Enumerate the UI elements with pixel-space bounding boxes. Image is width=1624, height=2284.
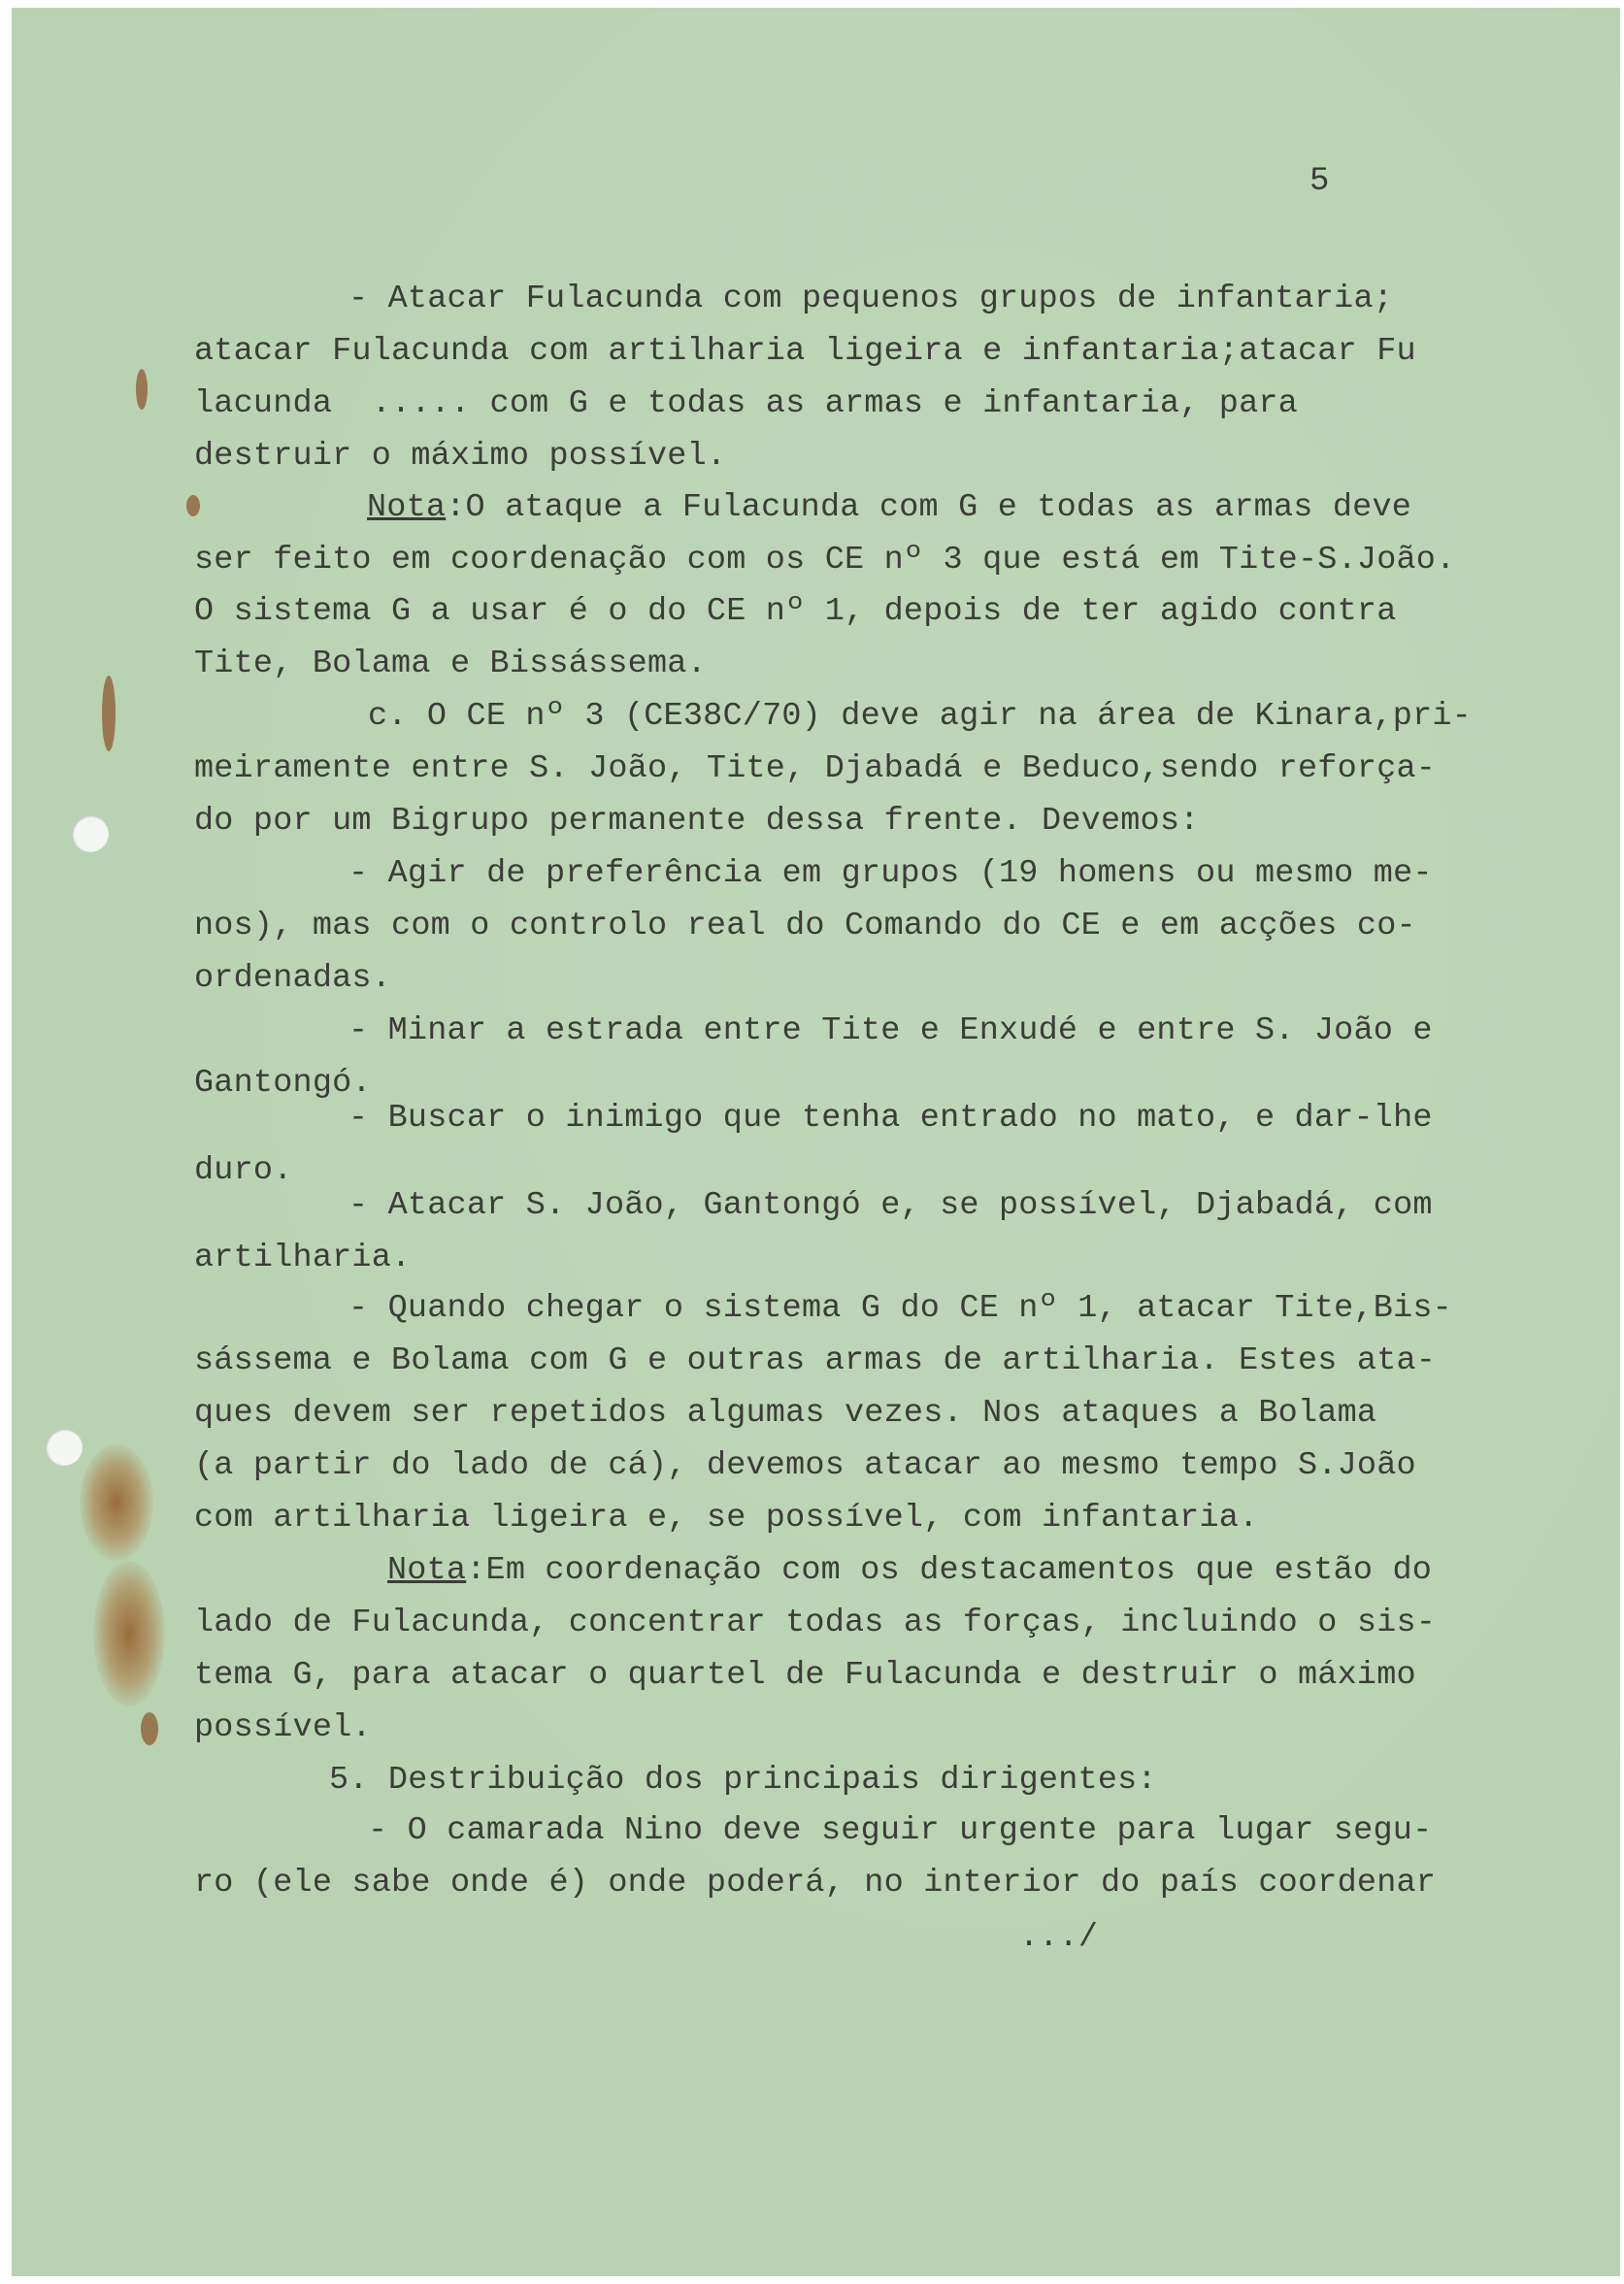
text-line: O sistema G a usar é o do CE nº 1, depois de ter agido contra <box>194 593 1397 630</box>
text-line: sássema e Bolama com G e outras armas de artilharia. Estes ata- <box>194 1342 1437 1379</box>
text-line: c. O CE nº 3 (CE38C/70) deve agir na área de Kinara,pri- <box>368 698 1472 735</box>
continuation-mark: .../ <box>1019 1919 1099 1956</box>
text-line: Gantongó. <box>194 1065 372 1102</box>
text-line: do por um Bigrupo permanente dessa frente. Devemos: <box>194 803 1200 840</box>
rust-stain <box>141 1712 158 1745</box>
nota-label: Nota <box>387 1552 467 1589</box>
text-line: possível. <box>194 1709 372 1746</box>
text-line: Tite, Bolama e Bissássema. <box>194 645 707 682</box>
text-line: - Buscar o inimigo que tenha entrado no mato, e dar-lhe <box>348 1100 1433 1137</box>
text-line: destruir o máximo possível. <box>194 438 727 475</box>
nota-text: :Em coordenação com os destacamentos que estão do <box>466 1552 1433 1589</box>
text-line: ques devem ser repetidos algumas vezes. Nos ataques a Bolama <box>194 1395 1377 1432</box>
text-line: ser feito em coordenação com os CE nº 3 que está em Tite-S.João. <box>194 542 1456 579</box>
text-line <box>387 1552 1433 1589</box>
rust-stain <box>93 1561 165 1706</box>
page-number: 5 <box>1309 163 1330 200</box>
rust-stain <box>80 1444 153 1561</box>
text-line: - Atacar Fulacunda com pequenos grupos de infantaria; <box>348 281 1394 317</box>
text-line: - Atacar S. João, Gantongó e, se possível, Djabadá, com <box>348 1187 1433 1224</box>
text-line: ro (ele sabe onde é) onde poderá, no interior do país coordenar <box>194 1865 1437 1902</box>
section-heading: 5. Destribuição dos principais dirigentes: <box>329 1762 1157 1799</box>
document-page <box>12 8 1620 2276</box>
text-line: lacunda ..... com G e todas as armas e infantaria, para <box>194 385 1298 422</box>
nota-text: :O ataque a Fulacunda com G e todas as armas deve <box>446 489 1412 526</box>
text-line: com artilharia ligeira e, se possível, com infantaria. <box>194 1500 1259 1537</box>
staple-mark <box>102 676 116 751</box>
text-line: - Minar a estrada entre Tite e Enxudé e entre S. João e <box>348 1012 1433 1049</box>
text-line <box>367 489 1412 526</box>
text-line: lado de Fulacunda, concentrar todas as forças, incluindo o sis- <box>194 1605 1437 1641</box>
text-line: - Agir de preferência em grupos (19 homens ou mesmo me- <box>348 855 1433 892</box>
text-line: meiramente entre S. João, Tite, Djabadá e Beduco,sendo reforça- <box>194 750 1437 787</box>
text-line: tema G, para atacar o quartel de Fulacunda e destruir o máximo <box>194 1657 1416 1694</box>
rust-stain <box>186 495 200 516</box>
text-line: (a partir do lado de cá), devemos atacar ao mesmo tempo S.João <box>194 1447 1416 1484</box>
text-line: - O camarada Nino deve seguir urgente para lugar segu- <box>368 1812 1433 1849</box>
text-line: ordenadas. <box>194 960 392 997</box>
nota-label: Nota <box>367 489 447 526</box>
text-line: atacar Fulacunda com artilharia ligeira e infantaria;atacar Fu <box>194 333 1416 370</box>
punch-hole-top <box>72 815 109 852</box>
punch-hole-bottom <box>46 1429 83 1466</box>
text-line: duro. <box>194 1152 293 1189</box>
text-line: nos), mas com o controlo real do Comando do CE e em acções co- <box>194 908 1416 944</box>
rust-stain <box>136 369 148 410</box>
text-line: - Quando chegar o sistema G do CE nº 1, atacar Tite,Bis- <box>348 1290 1452 1327</box>
text-line: artilharia. <box>194 1240 412 1276</box>
